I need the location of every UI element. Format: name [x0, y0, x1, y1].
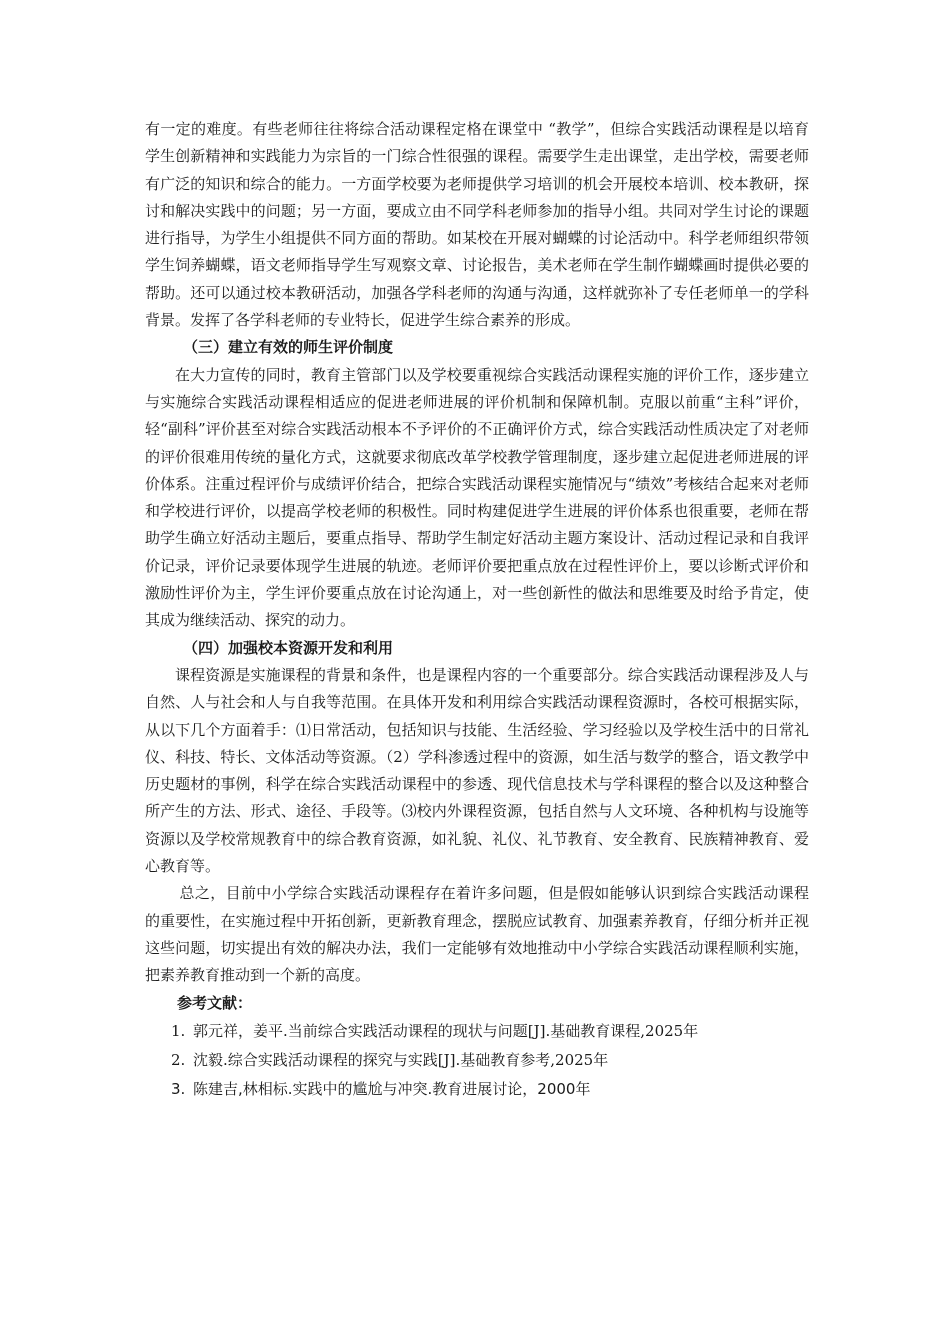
conclusion-paragraph: 总之，目前中小学综合实践活动课程存在着许多问题，但是假如能够认识到综合实践活动课程的重要性，在实施过程中开拓创新，更新教育理念，摆脱应试教育、加强素养教育，仔细分析并正视这些问题，切实提出有效的解决办法，我们一定能够有效地推动中小学综合实践活动课程顺利实施，把素养教育推动到一个新的高度。: [145, 884, 809, 985]
section-heading-3: （三）建立有效的师生评价制度: [183, 338, 394, 357]
references-title: 参考文献：: [177, 993, 253, 1012]
body-paragraph-3: 课程资源是实施课程的背景和条件，也是课程内容的一个重要部分。综合实践活动课程涉及人与自然、人与社会和人与自我等范围。在具体开发和利用综合实践活动课程资源时，各校可根据实际，从以下几个方面着手：⑴日常活动，包括知识与技能、生活经验、学习经验以及学校生活中的日常礼仪、科技、特长、文体活动等资源。（2）学科渗透过程中的资源，如生活与数学的整合，语文教学中历史题材的事例，科学在综合实践活动课程中的参透、现代信息技术与学科课程的整合以及这种整合所产生的方法、形式、途径、手段等。⑶校内外课程资源，包括自然与人文环境、各种机构与设施等资源以及学校常规教育中的综合教育资源，如礼貌、礼仪、礼节教育、安全教育、民族精神教育、爱心教育等。: [145, 665, 809, 876]
body-paragraph-2: 在大力宣传的同时，教育主管部门以及学校要重视综合实践活动课程实施的评价工作，逐步建立与实施综合实践活动课程相适应的促进老师进展的评价机制和保障机制。克服以前重“主科”评价，轻“副科”评价甚至对综合实践活动根本不予评价的不正确评价方式，综合实践活动性质决定了对老师的评价很难用传统的量化方式，这就要求彻底改革学校教学管理制度，逐步建立起促进老师进展的评价体系。注重过程评价与成绩评价结合，把综合实践活动课程实施情况与“绩效”考核结合起来对老师和学校进行评价，以提高学校老师的积极性。同时构建促进学生进展的评价体系也很重要，老师在帮助学生确立好活动主题后，要重点指导、帮助学生制定好活动主题方案设计、活动过程记录和自我评价记录，评价记录要体现学生进展的轨迹。老师评价要把重点放在过程性评价上，要以诊断式评价和激励性评价为主，学生评价要重点放在讨论沟通上，对一些创新性的做法和思维要及时给予肯定，使其成为继续活动、探究的动力。: [145, 365, 809, 630]
reference-text: 沈毅.综合实践活动课程的探究与实践[J].基础教育参考,2025年: [193, 1050, 609, 1069]
reference-item: [171, 1046, 809, 1075]
reference-item: [171, 1017, 809, 1046]
reference-number: 3.: [171, 1079, 186, 1098]
document-page: [145, 116, 809, 1104]
section-heading-4: （四）加强校本资源开发和利用: [183, 638, 394, 657]
reference-number: 1.: [171, 1021, 186, 1040]
reference-text: 郭元祥，姜平.当前综合实践活动课程的现状与问题[J].基础教育课程,2025年: [193, 1021, 699, 1040]
reference-text: 陈建吉,林相标.实践中的尴尬与冲突.教育进展讨论，2000年: [193, 1079, 591, 1098]
references-list: [145, 1017, 809, 1104]
reference-number: 2.: [171, 1050, 186, 1069]
body-paragraph-1: 有一定的难度。有些老师往往将综合活动课程定格在课堂中 “教学”，但综合实践活动课程是以培育学生创新精神和实践能力为宗旨的一门综合性很强的课程。需要学生走出课堂，走出学校，需要老师有广泛的知识和综合的能力。一方面学校要为老师提供学习培训的机会开展校本培训、校本教研，探讨和解决实践中的问题；另一方面，要成立由不同学科老师参加的指导小组。共同对学生讨论的课题进行指导，为学生小组提供不同方面的帮助。如某校在开展对蝴蝶的讨论活动中。科学老师组织带领学生饲养蝴蝶，语文老师指导学生写观察文章、讨论报告，美术老师在学生制作蝴蝶画时提供必要的帮助。还可以通过校本教研活动，加强各学科老师的沟通与沟通，这样就弥补了专任老师单一的学科背景。发挥了各学科老师的专业特长，促进学生综合素养的形成。: [145, 120, 809, 330]
reference-item: [171, 1075, 809, 1104]
